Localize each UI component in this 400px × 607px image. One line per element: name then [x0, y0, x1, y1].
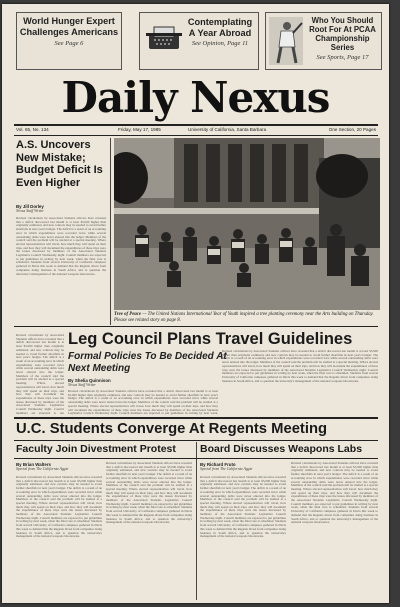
leg-story-text-left: Revised calculations by Associated Students officers have revealed that a deficit discovered last month is at least $5,000 higher than originally estimated, and new controls may be needed to avoid further shortfalls in next year's budget. The deficit is a result of an accounting error in which expenditures were recorded twice while several outstanding debts were never entered into the ledger. Members of the council said the problem will be studied at a special meeting. Where elected representatives will travel, how much they will spend on their trips, and how they will document the expenditures of these trips were the issues discussed by members of the Associated Students Legislative Council Wednesday night. Council members are expected to put guidelines in writing by next week,: [68, 390, 218, 415]
lead-story-text: Revised calculations by Associated Students officers have revealed that a deficit discovered last month is at least $5,000 higher than originally estimated, and new controls may be needed to avoid further shortfalls in next year's budget. The deficit is a result of an accounting error in which expenditures were recorded twice while several outstanding debts were never entered into the ledger. Members of the council said the problem will be studied at a special meeting. Where elected representatives will travel, how much they will spend on their trips, and how they will document the expenditures of these trips were the issues discussed by members of the Associated Students Legislative Council Wednesday night. Council members are expected to put guidelines in writing by next week, when the final vote is scheduled. Students from several University of California campuses gathered in Davis this week to demand that the Regents divest from companies doing business in South Africa, and to question the university's management of the national weapons laboratories.: [16, 217, 106, 276]
leg-byline: By Shelia Quinnison: [68, 378, 111, 383]
university-name: University of California, Santa Barbara: [188, 127, 267, 132]
teaser-box-hunger[interactable]: [16, 12, 122, 70]
photo-caption-text: — The United Nations International Year of Youth inspired a tree planting ceremony near the Arts building on Thursday. Please see related story on page 8.: [114, 312, 374, 323]
column-divider: [196, 442, 197, 600]
leg-council-deck: Formal Policies To Be Decided At Next Meeting: [68, 351, 227, 374]
lead-byline-block: [16, 204, 106, 213]
divestment-text-col2: Revised calculations by Associated Students officers have revealed that a deficit discovered last month is at least $5,000 higher than originally estimated, and new controls may be needed to avoid further shortfalls in next year's budget. The deficit is a result of an accounting error in which expenditures were recorded twice while several outstanding debts were never entered into the ledger. Members of the council said the problem will be studied at a special meeting. Where elected representatives will travel, how much they will spend on their trips, and how they will document the expenditures of these trips were the issues discussed by members of the Associated Students Legislative Council Wednesday night. Council members are expected to put guidelines in writing by next week, when the final vote is scheduled. Students from several University of California campuses gathered in Davis this week to demand that the Regents divest from companies doing business in South Africa, and to question the university's management of the national weapons laboratories.: [106, 462, 192, 525]
divestment-byline-block: [16, 462, 106, 471]
masthead-title: Daily Nexus: [61, 73, 330, 122]
photo-caption: [114, 312, 380, 324]
lead-byline-credit: Nexus Staff Writer: [16, 209, 44, 213]
leg-byline-credit: Nexus Staff Writer: [68, 383, 96, 387]
regents-headline[interactable]: U.C. Students Converge At Regents Meeting: [16, 421, 328, 437]
teaser-title: World Hunger Expert Challenges Americans: [19, 16, 119, 37]
leg-council-headline[interactable]: Leg Council Plans Travel Guidelines: [68, 330, 353, 348]
lead-byline: By Jill Dorley: [16, 204, 44, 209]
weapons-byline: By Richard Fruto: [200, 462, 236, 467]
section-info: One Section, 20 Pages: [328, 127, 376, 132]
typewriter-icon: [146, 25, 182, 55]
divestment-text-col1: Revised calculations by Associated Students officers have revealed that a deficit discovered last month is at least $5,000 higher than originally estimated, and new controls may be needed to avoid further shortfalls in next year's budget. The deficit is a result of an accounting error in which expenditures were recorded twice while several outstanding debts were never entered into the ledger. Members of the council said the problem will be studied at a special meeting. Where elected representatives will travel, how much they will spend on their trips, and how they will document the expenditures of these trips were the issues discussed by members of the Associated Students Legislative Council Wednesday night. Council members are expected to put guidelines in writing by next week, when the final vote is scheduled. Students from several University of California campuses gathered in Davis this week to demand that the Regents divest from companies doing business in South Africa, and to question the university's management of the national weapons laboratories.: [16, 476, 102, 539]
weapons-labs-headline[interactable]: Board Discusses Weapons Labs: [200, 443, 363, 455]
divestment-byline-credit: Special from The California Aggie: [16, 467, 69, 471]
teaser-page-ref: See Sports, Page 17: [316, 54, 369, 61]
weapons-text-col1: Revised calculations by Associated Students officers have revealed that a deficit discovered last month is at least $5,000 higher than originally estimated, and new controls may be needed to avoid further shortfalls in next year's budget. The deficit is a result of an accounting error in which expenditures were recorded twice while several outstanding debts were never entered into the ledger. Members of the council said the problem will be studied at a special meeting. Where elected representatives will travel, how much they will spend on their trips, and how they will document the expenditures of these trips were the issues discussed by members of the Associated Students Legislative Council Wednesday night. Council members are expected to put guidelines in writing by next week, when the final vote is scheduled. Students from several University of California campuses gathered in Davis this week to demand that the Regents divest from companies doing business in South Africa, and to question the university's management of the national weapons laboratories.: [200, 476, 286, 539]
leg-byline-block: [68, 378, 178, 387]
issue-date: Friday, May 17, 1985: [118, 127, 161, 132]
weapons-text-col2: Revised calculations by Associated Students officers have revealed that a deficit discovered last month is at least $5,000 higher than originally estimated, and new controls may be needed to avoid further shortfalls in next year's budget. The deficit is a result of an accounting error in which expenditures were recorded twice while several outstanding debts were never entered into the ledger. Members of the council said the problem will be studied at a special meeting. Where elected representatives will travel, how much they will spend on their trips, and how they will document the expenditures of these trips were the issues discussed by members of the Associated Students Legislative Council Wednesday night. Council members are expected to put guidelines in writing by next week, when the final vote is scheduled. Students from several University of California campuses gathered in Davis this week to demand that the Regents divest from companies doing business in South Africa, and to question the university's management of the national weapons laboratories.: [291, 462, 378, 525]
teaser-title: Contemplating A Year Abroad: [187, 17, 253, 38]
weapons-byline-block: [200, 462, 290, 471]
weapons-byline-credit: Special from The California Aggie: [200, 467, 253, 471]
divestment-headline[interactable]: Faculty Join Divestment Protest: [16, 443, 176, 455]
volume-number: Vol. 65, No. 134: [16, 127, 49, 132]
newspaper-page: [2, 4, 389, 603]
sidebar-text: Revised calculations by Associated Students officers have revealed that a deficit discovered last month is at least $5,000 higher than originally estimated, and new controls may be needed to avoid further shortfalls in next year's budget. The deficit is a result of an accounting error in which expenditures were recorded twice while several outstanding debts were never entered into the ledger. Members of the council said the problem will be studied at a special meeting. Where elected representatives will travel, how much they will spend on their trips, and how they will document the expenditures of these trips were the issues discussed by members of the Associated Students Legislative Council Wednesday night. Council members are expected to put: [16, 334, 64, 414]
photo-caption-title: Tree of Peace: [114, 312, 141, 317]
teaser-box-sports[interactable]: [265, 12, 382, 70]
baseball-player-photo: [269, 17, 303, 65]
leg-story-text-right: Revised calculations by Associated Students officers have revealed that a deficit discovered last month is at least $5,000 higher than originally estimated, and new controls may be needed to avoid further shortfalls in next year's budget. The deficit is a result of an accounting error in which expenditures were recorded twice while several outstanding debts were never entered into the ledger. Members of the council said the problem will be studied at a special meeting. Where elected representatives will travel, how much they will spend on their trips, and how they will document the expenditures of these trips were the issues discussed by members of the Associated Students Legislative Council Wednesday night. Council members are expected to put guidelines in writing by next week, when the final vote is scheduled. Students from several University of California campuses gathered in Davis this week to demand that the Regents divest from companies doing business in South Africa, and to question the university's management of the national weapons laboratories.: [222, 350, 378, 383]
section-rule: [14, 440, 378, 441]
section-rule: [14, 458, 378, 459]
masthead-bottom-rule: [14, 135, 378, 136]
divestment-byline: By Brian Walters: [16, 462, 51, 467]
teaser-page-ref: See Opinion, Page 11: [191, 40, 249, 47]
teaser-page-ref: See Page 6: [54, 40, 84, 47]
column-divider: [110, 138, 111, 325]
lead-headline[interactable]: A.S. Uncovers New Mistake; Budget Deficit Is Even Higher: [16, 139, 103, 189]
section-rule: [14, 417, 378, 419]
dateline: [14, 126, 378, 134]
tree-planting-photo: [114, 138, 380, 310]
teaser-title: Who You Should Root For At PCAA Championship Series: [309, 16, 376, 52]
teaser-box-abroad[interactable]: [139, 12, 259, 70]
section-rule: [14, 326, 378, 327]
